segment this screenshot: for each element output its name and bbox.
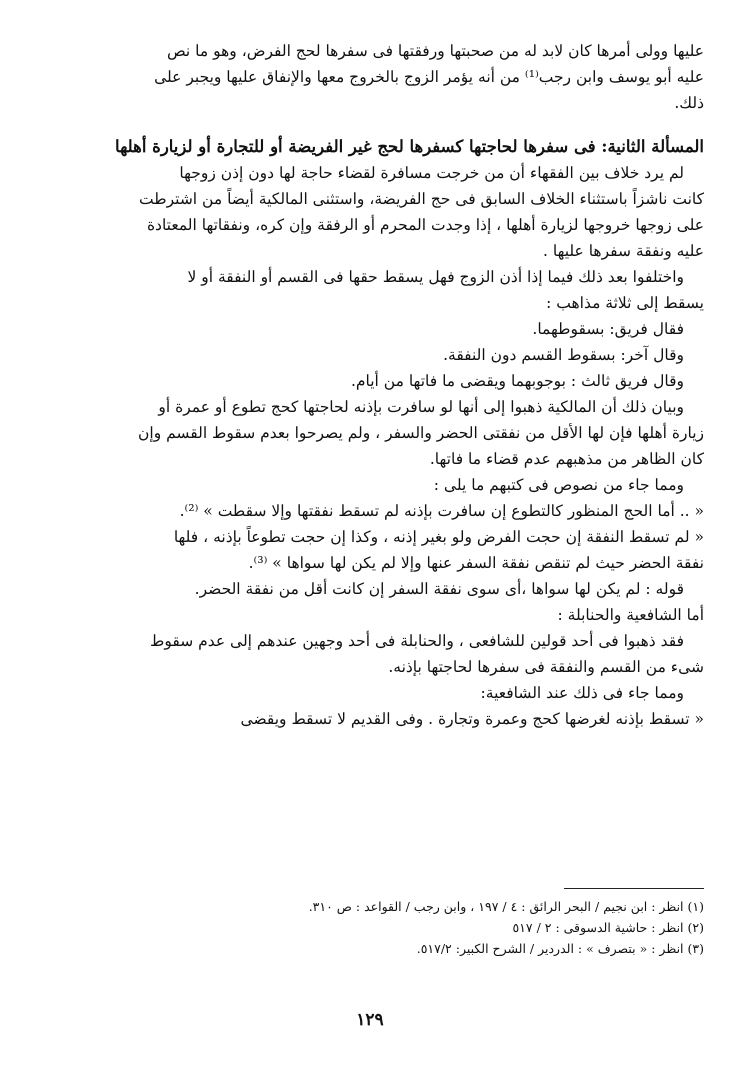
text-line: ومما جاء فى ذلك عند الشافعية:	[480, 684, 684, 702]
text-line: قوله : لم يكن لها سواها ،أى سوى نفقة السفر إن كانت أقل من نفقة الحضر.	[194, 580, 684, 598]
text-line: كانت ناشزاً باستثناء الخلاف السابق فى حج الفريضة، واستثنى المالكية أيضاً من اشترطت	[139, 190, 704, 208]
text-line: « لم تسقط النفقة إن حجت الفرض ولو بغير إذنه ، وكذا إن حجت تطوعاً بإذنه ، فلها	[173, 528, 704, 546]
text-line: نفقة الحضر حيث لم تنقص نفقة السفر عنها وإلا لم يكن لها سواها » ⁽³⁾.	[248, 554, 704, 572]
opinion-item: فقال فريق: بسقوطهما.	[532, 320, 684, 338]
text-line: كان الظاهر من مذهبهم عدم قضاء ما فاتها.	[429, 450, 704, 468]
quote-3: « تسقط بإذنه لغرضها كحج وعمرة وتجارة . وفى القديم لا تسقط ويقضى	[240, 710, 704, 728]
opinions-list	[64, 316, 704, 394]
footnote-item: (٢) انظر : حاشية الدسوقى : ٢ / ٥١٧	[512, 920, 704, 935]
text-line: فقد ذهبوا فى أحد قولين للشافعى ، والحنابلة فى أحد وجهين عندهم إلى عدم سقوط	[150, 632, 684, 650]
paragraph-no-dispute	[64, 160, 704, 264]
text-line: عليه أبو يوسف وابن رجب⁽¹⁾ من أنه يؤمر الزوج بالخروج معها والإنفاق عليها ويجبر على	[154, 68, 704, 86]
text-line: عليه ونفقة سفرها عليها .	[543, 242, 704, 260]
page-number: ١٢٩	[356, 1010, 384, 1030]
footnote-divider	[564, 888, 704, 889]
text-line: وبيان ذلك أن المالكية ذهبوا إلى أنها لو سافرت بإذنه لحاجتها كحج تطوع أو عمرة أو	[158, 398, 684, 416]
text-line: عليها وولى أمرها كان لابد له من صحبتها ورفقتها فى سفرها لحج الفرض، وهو ما نص	[166, 42, 704, 60]
quote-2	[64, 524, 704, 576]
text-line: على زوجها خروجها لزيارة أهلها ، إذا وجدت المحرم أو الرفقة وإن كره، ونفقاتها المعتادة	[146, 216, 704, 234]
text-line: أما الشافعية والحنابلة :	[557, 606, 704, 624]
text-line: شىء من القسم والنفقة فى سفرها لحاجتها بإذنه.	[388, 658, 704, 676]
paragraph-disagreement	[64, 264, 704, 316]
text-line: واختلفوا بعد ذلك فيما إذا أذن الزوج فهل يسقط حقها فى القسم أو النفقة أو لا	[187, 268, 684, 286]
paragraph-shafii	[64, 628, 704, 680]
footnotes	[64, 896, 704, 959]
text-line: لم يرد خلاف بين الفقهاء أن من خرجت مسافرة لقضاء حاجة لها دون إذن زوجها	[179, 164, 684, 182]
text-line: ذلك.	[674, 94, 704, 112]
footnote-item: (١) انظر : ابن نجيم / البحر الرائق : ٤ / ١٩٧ ، وابن رجب / القواعد : ص ٣١٠.	[308, 899, 704, 914]
paragraph-intro	[64, 38, 704, 116]
text-line: ومما جاء من نصوص فى كتبهم ما يلى :	[433, 476, 684, 494]
page-body	[64, 38, 704, 732]
opinion-item: وقال فريق ثالث : بوجوبهما ويقضى ما فاتها من أيام.	[351, 372, 684, 390]
section-heading: المسألة الثانية: فى سفرها لحاجتها كسفرها لحج غير الفريضة أو للتجارة أو لزيارة أهلها	[115, 137, 704, 156]
text-line: يسقط إلى ثلاثة مذاهب :	[546, 294, 704, 312]
quote-1: « .. أما الحج المنظور كالتطوع إن سافرت بإذنه لم تسقط نفقتها وإلا سقطت » ⁽²⁾.	[179, 502, 704, 520]
footnote-item: (٣) انظر : « بتصرف » : الدردير / الشرح الكبير: ٥١٧/٢.	[416, 941, 704, 956]
paragraph-maliki	[64, 394, 704, 472]
text-line: زيارة أهلها فإن لها الأقل من نفقتى الحضر والسفر ، ولم يصرحوا بعدم سقوط القسم وإن	[138, 424, 704, 442]
opinion-item: وقال آخر: بسقوط القسم دون النفقة.	[443, 346, 684, 364]
